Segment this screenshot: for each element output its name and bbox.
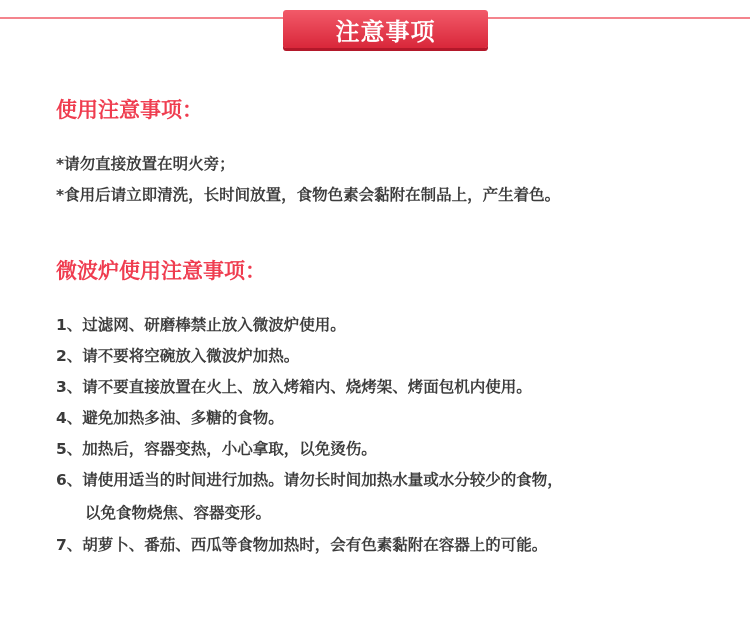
page-title-badge: [283, 10, 488, 48]
microwave-note-6: 6、请使用适当的时间进行加热。请勿长时间加热水量或水分较少的食物，: [56, 471, 563, 489]
microwave-note-2: 2、请不要将空碗放入微波炉加热。: [56, 347, 300, 365]
microwave-note-7: 7、胡萝卜、番茄、西瓜等食物加热时，会有色素黏附在容器上的可能。: [56, 536, 548, 554]
page-title: 注意事项: [335, 17, 436, 46]
usage-note-1: *请勿直接放置在明火旁；: [56, 155, 235, 173]
microwave-note-1: 1、过滤网、研磨棒禁止放入微波炉使用。: [56, 316, 346, 334]
usage-note-2: *食用后请立即清洗，长时间放置，食物色素会黏附在制品上，产生着色。: [56, 186, 561, 204]
microwave-note-5: 5、加热后，容器变热，小心拿取，以免烫伤。: [56, 440, 377, 458]
usage-section-title: 使用注意事项：: [56, 98, 203, 122]
microwave-note-4: 4、避免加热多油、多糖的食物。: [56, 409, 284, 427]
microwave-note-6-continued: 以免食物烧焦、容器变形。: [85, 504, 272, 522]
microwave-section-title: 微波炉使用注意事项：: [56, 259, 266, 283]
microwave-note-3: 3、请不要直接放置在火上、放入烤箱内、烧烤架、烤面包机内使用。: [56, 378, 532, 396]
